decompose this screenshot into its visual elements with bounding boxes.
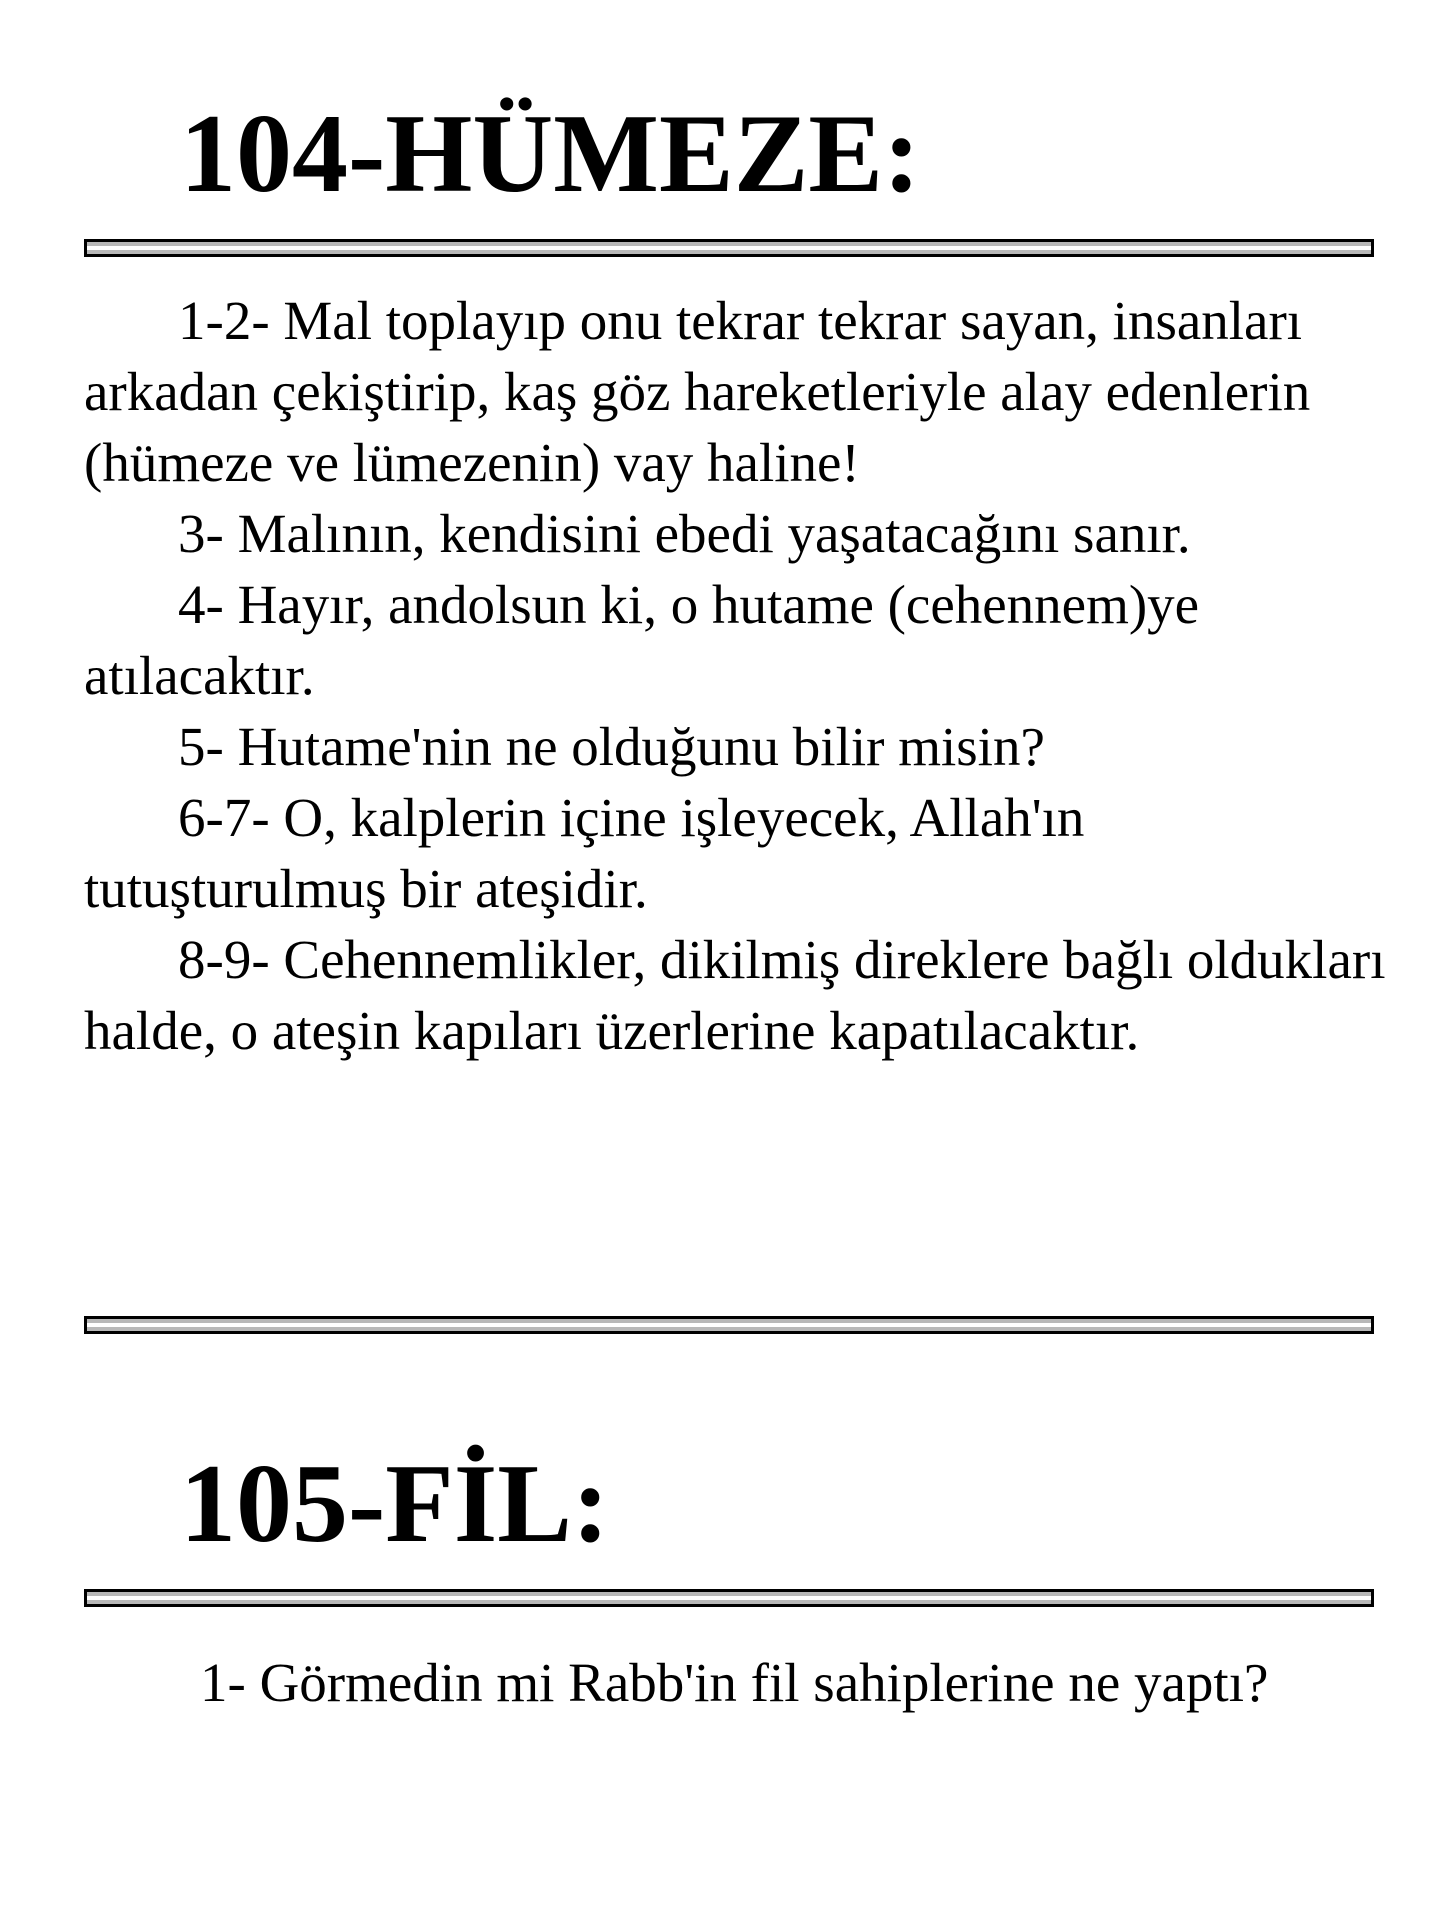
verse-1: 1- Görmedin mi Rabb'in fil sahiplerine ne yaptı?: [200, 1652, 1269, 1713]
verse-5: 5- Hutame'nin ne olduğunu bilir misin?: [178, 716, 1045, 777]
verse-3: 3- Malının, kendisini ebedi yaşatacağını sanır.: [178, 503, 1191, 564]
verse-6-7: 6-7- O, kalplerin içine işleyecek, Allah'ın tutuşturulmuş bir ateşidir.: [84, 787, 1085, 919]
section-divider: [84, 1589, 1374, 1607]
section-divider: [84, 1316, 1374, 1334]
surah-title-humeze: 104-HÜMEZE:: [180, 92, 921, 216]
verse-1-2: 1-2- Mal toplayıp onu tekrar tekrar sayan, insanları arkadan çekiştirip, kaş göz hareketleriyle alay edenlerin (hümeze ve lümezenin) vay haline!: [84, 290, 1311, 493]
section-divider: [84, 239, 1374, 257]
verse-8-9: 8-9- Cehennemlikler, dikilmiş direklere bağlı oldukları halde, o ateşin kapıları üzerlerine kapatılacaktır.: [84, 929, 1386, 1061]
surah-text-humeze: [84, 285, 1394, 1066]
surah-text-fil: [84, 1647, 1394, 1718]
verse-4: 4- Hayır, andolsun ki, o hutame (cehennem)ye atılacaktır.: [84, 574, 1200, 706]
surah-title-fil: 105-FİL:: [180, 1442, 610, 1566]
